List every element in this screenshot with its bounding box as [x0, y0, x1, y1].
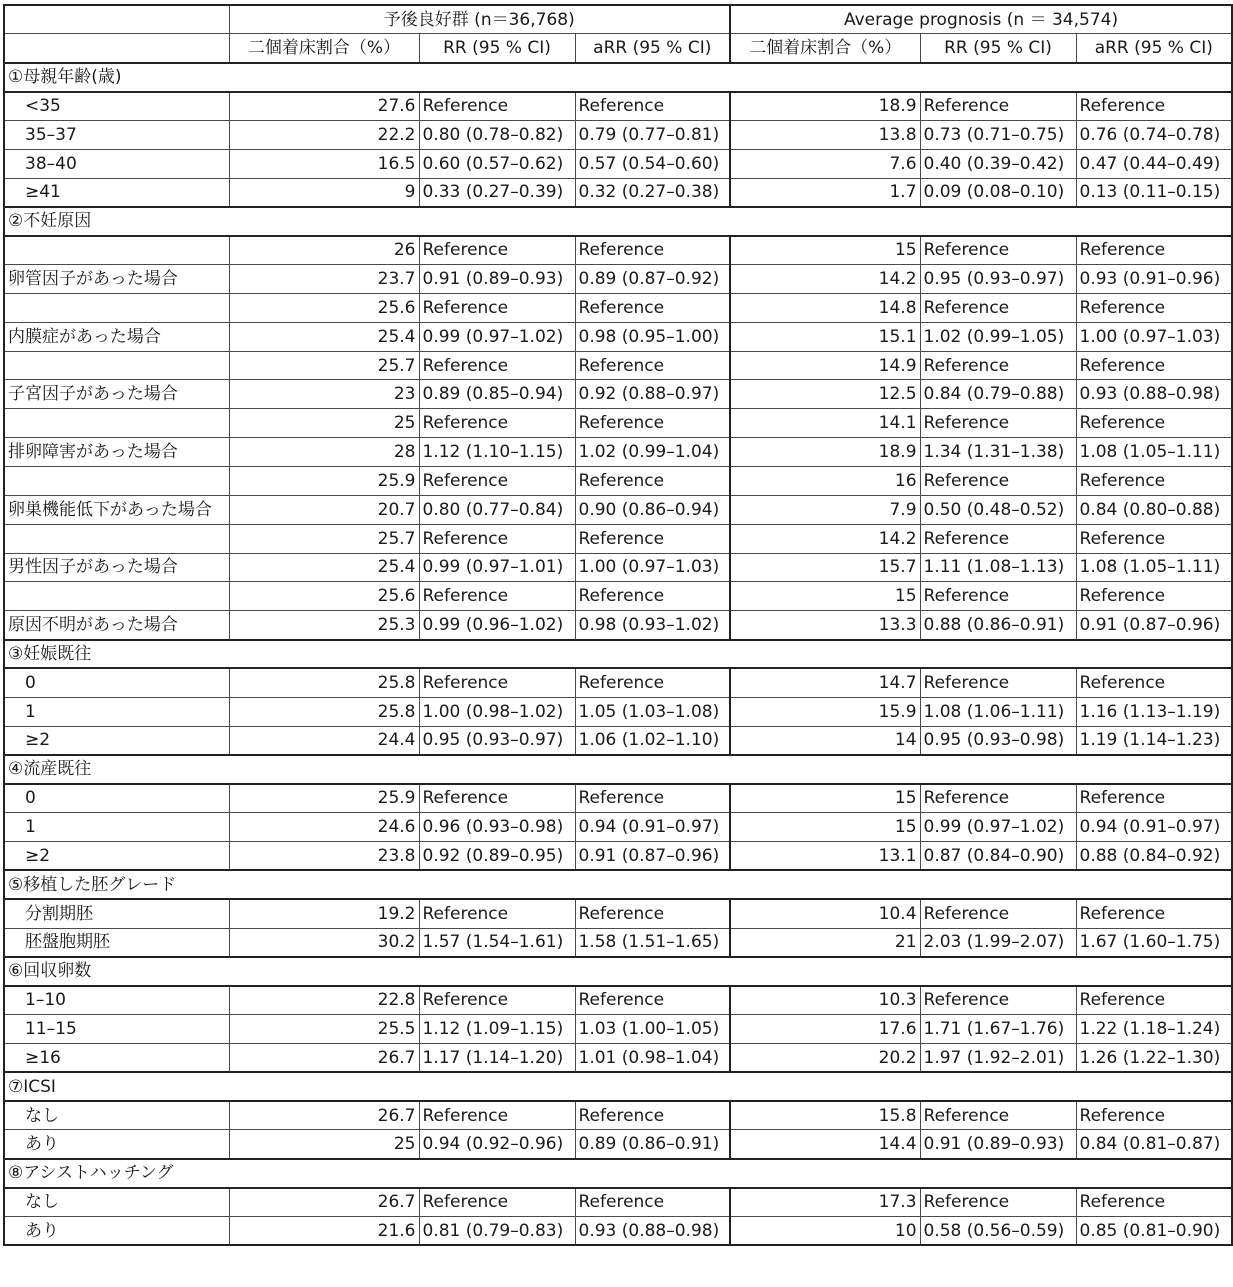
avg-pct-cell: 14.9 [730, 351, 920, 380]
row-label: 1–10 [4, 986, 229, 1015]
avg-rr-cell: Reference [920, 293, 1076, 322]
good-arr-cell: 1.03 (1.00–1.05) [575, 1015, 730, 1044]
good-rr-cell: 0.60 (0.57–0.62) [419, 149, 575, 178]
good-rr-cell: Reference [419, 1188, 575, 1217]
table-row [4, 236, 1232, 265]
good-rr-cell: Reference [419, 524, 575, 553]
avg-rr-cell: Reference [920, 524, 1076, 553]
good-pct-cell: 25.3 [229, 611, 419, 640]
row-label: 0 [4, 668, 229, 697]
avg-pct-cell: 15 [730, 582, 920, 611]
table-row [4, 467, 1232, 496]
avg-rr-cell: Reference [920, 582, 1076, 611]
good-rr-cell: 0.99 (0.96–1.02) [419, 611, 575, 640]
row-label: 内膜症があった場合 [4, 322, 229, 351]
good-rr-cell: Reference [419, 1101, 575, 1130]
avg-rr-cell: Reference [920, 1101, 1076, 1130]
col-header-good-arr: aRR (95 % CI) [575, 34, 730, 63]
avg-arr-cell: 0.91 (0.87–0.96) [1076, 611, 1232, 640]
good-pct-cell: 23.7 [229, 265, 419, 294]
table-row [4, 841, 1232, 870]
results-table [3, 4, 1233, 1246]
table-row [4, 409, 1232, 438]
avg-pct-cell: 10.4 [730, 899, 920, 928]
good-arr-cell: Reference [575, 351, 730, 380]
avg-pct-cell: 12.5 [730, 380, 920, 409]
good-pct-cell: 22.8 [229, 986, 419, 1015]
good-rr-cell: Reference [419, 409, 575, 438]
avg-rr-cell: Reference [920, 899, 1076, 928]
good-rr-cell: 0.81 (0.79–0.83) [419, 1216, 575, 1245]
col-header-avg-rr: RR (95 % CI) [920, 34, 1076, 63]
avg-arr-cell: 0.84 (0.81–0.87) [1076, 1130, 1232, 1159]
row-label [4, 467, 229, 496]
row-label: 排卵障害があった場合 [4, 438, 229, 467]
section-row [4, 207, 1232, 236]
avg-pct-cell: 13.3 [730, 611, 920, 640]
section-title: ⑦ICSI [4, 1072, 1232, 1101]
good-arr-cell: 0.57 (0.54–0.60) [575, 149, 730, 178]
table-row [4, 582, 1232, 611]
row-label: 卵管因子があった場合 [4, 265, 229, 294]
avg-rr-cell: 1.08 (1.06–1.11) [920, 697, 1076, 726]
good-rr-cell: Reference [419, 899, 575, 928]
good-rr-cell: 0.99 (0.97–1.01) [419, 553, 575, 582]
avg-pct-cell: 15.7 [730, 553, 920, 582]
avg-pct-cell: 1.7 [730, 178, 920, 207]
avg-arr-cell: Reference [1076, 582, 1232, 611]
good-pct-cell: 25 [229, 409, 419, 438]
group-good-header: 予後良好群 (n＝36,768) [229, 5, 730, 34]
avg-pct-cell: 17.6 [730, 1015, 920, 1044]
good-pct-cell: 25.6 [229, 582, 419, 611]
good-arr-cell: 0.90 (0.86–0.94) [575, 495, 730, 524]
good-arr-cell: Reference [575, 236, 730, 265]
good-arr-cell: Reference [575, 92, 730, 121]
avg-arr-cell: 1.00 (0.97–1.03) [1076, 322, 1232, 351]
good-arr-cell: 0.89 (0.86–0.91) [575, 1130, 730, 1159]
avg-rr-cell: 1.11 (1.08–1.13) [920, 553, 1076, 582]
good-pct-cell: 25.8 [229, 697, 419, 726]
avg-rr-cell: Reference [920, 784, 1076, 813]
row-label: 原因不明があった場合 [4, 611, 229, 640]
avg-pct-cell: 14.8 [730, 293, 920, 322]
good-pct-cell: 21.6 [229, 1216, 419, 1245]
good-arr-cell: Reference [575, 409, 730, 438]
avg-arr-cell: Reference [1076, 784, 1232, 813]
row-label: 0 [4, 784, 229, 813]
good-arr-cell: 0.89 (0.87–0.92) [575, 265, 730, 294]
avg-pct-cell: 14 [730, 726, 920, 755]
group-header-row [4, 5, 1232, 34]
good-arr-cell: Reference [575, 524, 730, 553]
avg-rr-cell: 0.50 (0.48–0.52) [920, 495, 1076, 524]
table-row [4, 553, 1232, 582]
good-pct-cell: 22.2 [229, 120, 419, 149]
avg-arr-cell: Reference [1076, 351, 1232, 380]
avg-pct-cell: 13.1 [730, 841, 920, 870]
good-rr-cell: Reference [419, 668, 575, 697]
good-rr-cell: 0.96 (0.93–0.98) [419, 813, 575, 842]
good-rr-cell: Reference [419, 236, 575, 265]
good-rr-cell: Reference [419, 467, 575, 496]
good-pct-cell: 25.9 [229, 784, 419, 813]
row-label: 35–37 [4, 120, 229, 149]
section-row [4, 870, 1232, 899]
good-pct-cell: 25 [229, 1130, 419, 1159]
avg-pct-cell: 15 [730, 236, 920, 265]
table-row [4, 351, 1232, 380]
table-row [4, 726, 1232, 755]
avg-arr-cell: Reference [1076, 986, 1232, 1015]
row-label [4, 236, 229, 265]
good-arr-cell: 1.02 (0.99–1.04) [575, 438, 730, 467]
good-arr-cell: 1.06 (1.02–1.10) [575, 726, 730, 755]
avg-rr-cell: 0.58 (0.56–0.59) [920, 1216, 1076, 1245]
good-rr-cell: 1.12 (1.09–1.15) [419, 1015, 575, 1044]
avg-arr-cell: 1.08 (1.05–1.11) [1076, 438, 1232, 467]
avg-arr-cell: Reference [1076, 1101, 1232, 1130]
good-arr-cell: 1.58 (1.51–1.65) [575, 928, 730, 957]
good-pct-cell: 28 [229, 438, 419, 467]
good-pct-cell: 25.6 [229, 293, 419, 322]
row-label [4, 582, 229, 611]
table-row [4, 380, 1232, 409]
avg-pct-cell: 15.1 [730, 322, 920, 351]
row-label: 38–40 [4, 149, 229, 178]
avg-arr-cell: 1.16 (1.13–1.19) [1076, 697, 1232, 726]
section-row [4, 1159, 1232, 1188]
row-label [4, 293, 229, 322]
column-header-row [4, 34, 1232, 63]
good-pct-cell: 26.7 [229, 1043, 419, 1072]
good-arr-cell: 0.79 (0.77–0.81) [575, 120, 730, 149]
good-rr-cell: Reference [419, 784, 575, 813]
good-arr-cell: 0.94 (0.91–0.97) [575, 813, 730, 842]
avg-arr-cell: 0.47 (0.44–0.49) [1076, 149, 1232, 178]
good-arr-cell: Reference [575, 293, 730, 322]
good-arr-cell: 0.98 (0.95–1.00) [575, 322, 730, 351]
table-row [4, 120, 1232, 149]
avg-pct-cell: 16 [730, 467, 920, 496]
good-pct-cell: 25.4 [229, 553, 419, 582]
avg-arr-cell: 0.76 (0.74–0.78) [1076, 120, 1232, 149]
good-pct-cell: 25.4 [229, 322, 419, 351]
table-row [4, 986, 1232, 1015]
avg-rr-cell: 0.95 (0.93–0.97) [920, 265, 1076, 294]
avg-rr-cell: 0.40 (0.39–0.42) [920, 149, 1076, 178]
avg-arr-cell: Reference [1076, 409, 1232, 438]
table-row [4, 1043, 1232, 1072]
row-label: あり [4, 1130, 229, 1159]
good-pct-cell: 20.7 [229, 495, 419, 524]
avg-rr-cell: 0.95 (0.93–0.98) [920, 726, 1076, 755]
avg-arr-cell: 1.19 (1.14–1.23) [1076, 726, 1232, 755]
good-pct-cell: 25.5 [229, 1015, 419, 1044]
good-rr-cell: Reference [419, 351, 575, 380]
group-average-header: Average prognosis (n ＝ 34,574) [730, 5, 1232, 34]
avg-rr-cell: Reference [920, 1188, 1076, 1217]
avg-arr-cell: Reference [1076, 236, 1232, 265]
table-row [4, 322, 1232, 351]
good-arr-cell: 1.01 (0.98–1.04) [575, 1043, 730, 1072]
avg-pct-cell: 13.8 [730, 120, 920, 149]
good-rr-cell: 1.57 (1.54–1.61) [419, 928, 575, 957]
row-label: 胚盤胞期胚 [4, 928, 229, 957]
good-pct-cell: 23 [229, 380, 419, 409]
avg-rr-cell: 0.99 (0.97–1.02) [920, 813, 1076, 842]
table-row [4, 92, 1232, 121]
good-pct-cell: 25.7 [229, 524, 419, 553]
good-rr-cell: 1.17 (1.14–1.20) [419, 1043, 575, 1072]
section-row [4, 640, 1232, 669]
avg-rr-cell: Reference [920, 351, 1076, 380]
avg-pct-cell: 14.1 [730, 409, 920, 438]
good-rr-cell: 0.95 (0.93–0.97) [419, 726, 575, 755]
row-label: ≥41 [4, 178, 229, 207]
row-label: ≥2 [4, 726, 229, 755]
avg-rr-cell: 1.71 (1.67–1.76) [920, 1015, 1076, 1044]
good-arr-cell: 1.05 (1.03–1.08) [575, 697, 730, 726]
avg-arr-cell: Reference [1076, 1188, 1232, 1217]
good-pct-cell: 25.7 [229, 351, 419, 380]
section-title: ⑥回収卵数 [4, 957, 1232, 986]
row-label: 分割期胚 [4, 899, 229, 928]
avg-rr-cell: 0.91 (0.89–0.93) [920, 1130, 1076, 1159]
avg-pct-cell: 14.2 [730, 265, 920, 294]
row-label: 子宮因子があった場合 [4, 380, 229, 409]
avg-pct-cell: 14.4 [730, 1130, 920, 1159]
avg-pct-cell: 18.9 [730, 438, 920, 467]
avg-pct-cell: 21 [730, 928, 920, 957]
good-arr-cell: 0.32 (0.27–0.38) [575, 178, 730, 207]
good-rr-cell: Reference [419, 92, 575, 121]
avg-rr-cell: 0.84 (0.79–0.88) [920, 380, 1076, 409]
section-title: ①母親年齢(歳) [4, 63, 1232, 92]
good-rr-cell: 0.80 (0.77–0.84) [419, 495, 575, 524]
good-pct-cell: 24.4 [229, 726, 419, 755]
avg-arr-cell: 1.26 (1.22–1.30) [1076, 1043, 1232, 1072]
good-pct-cell: 9 [229, 178, 419, 207]
good-arr-cell: Reference [575, 784, 730, 813]
avg-pct-cell: 15.8 [730, 1101, 920, 1130]
row-label [4, 524, 229, 553]
section-title: ②不妊原因 [4, 207, 1232, 236]
good-arr-cell: Reference [575, 668, 730, 697]
row-label: なし [4, 1101, 229, 1130]
table-row [4, 611, 1232, 640]
good-pct-cell: 26 [229, 236, 419, 265]
good-pct-cell: 26.7 [229, 1101, 419, 1130]
good-arr-cell: 1.00 (0.97–1.03) [575, 553, 730, 582]
row-label: 11–15 [4, 1015, 229, 1044]
avg-arr-cell: 1.67 (1.60–1.75) [1076, 928, 1232, 957]
good-rr-cell: 0.80 (0.78–0.82) [419, 120, 575, 149]
good-arr-cell: 0.93 (0.88–0.98) [575, 1216, 730, 1245]
row-label: ≥16 [4, 1043, 229, 1072]
avg-pct-cell: 7.9 [730, 495, 920, 524]
avg-pct-cell: 10 [730, 1216, 920, 1245]
row-label: ≥2 [4, 841, 229, 870]
good-pct-cell: 30.2 [229, 928, 419, 957]
good-arr-cell: Reference [575, 582, 730, 611]
avg-pct-cell: 15.9 [730, 697, 920, 726]
good-rr-cell: 1.00 (0.98–1.02) [419, 697, 575, 726]
avg-rr-cell: Reference [920, 668, 1076, 697]
good-pct-cell: 16.5 [229, 149, 419, 178]
avg-arr-cell: Reference [1076, 293, 1232, 322]
good-arr-cell: 0.98 (0.93–1.02) [575, 611, 730, 640]
avg-rr-cell: 2.03 (1.99–2.07) [920, 928, 1076, 957]
table-row [4, 524, 1232, 553]
good-rr-cell: 0.92 (0.89–0.95) [419, 841, 575, 870]
row-label [4, 409, 229, 438]
table-row [4, 784, 1232, 813]
avg-rr-cell: 1.02 (0.99–1.05) [920, 322, 1076, 351]
header-blank-cell [4, 5, 229, 34]
col-header-avg-pct: 二個着床割合（%） [730, 34, 920, 63]
avg-arr-cell: 0.93 (0.88–0.98) [1076, 380, 1232, 409]
row-label: 1 [4, 813, 229, 842]
good-rr-cell: 0.89 (0.85–0.94) [419, 380, 575, 409]
col-header-avg-arr: aRR (95 % CI) [1076, 34, 1232, 63]
avg-pct-cell: 20.2 [730, 1043, 920, 1072]
avg-arr-cell: Reference [1076, 668, 1232, 697]
table-row [4, 1216, 1232, 1245]
good-rr-cell: 0.94 (0.92–0.96) [419, 1130, 575, 1159]
table-row [4, 1101, 1232, 1130]
avg-pct-cell: 15 [730, 784, 920, 813]
good-pct-cell: 26.7 [229, 1188, 419, 1217]
avg-rr-cell: 1.34 (1.31–1.38) [920, 438, 1076, 467]
row-label: 男性因子があった場合 [4, 553, 229, 582]
avg-arr-cell: 0.88 (0.84–0.92) [1076, 841, 1232, 870]
table-row [4, 697, 1232, 726]
avg-pct-cell: 10.3 [730, 986, 920, 1015]
row-label: <35 [4, 92, 229, 121]
good-arr-cell: Reference [575, 986, 730, 1015]
avg-pct-cell: 14.7 [730, 668, 920, 697]
avg-rr-cell: 0.09 (0.08–0.10) [920, 178, 1076, 207]
good-rr-cell: Reference [419, 582, 575, 611]
good-rr-cell: Reference [419, 293, 575, 322]
table-row [4, 438, 1232, 467]
table-row [4, 293, 1232, 322]
good-rr-cell: 1.12 (1.10–1.15) [419, 438, 575, 467]
avg-rr-cell: 0.73 (0.71–0.75) [920, 120, 1076, 149]
section-title: ③妊娠既往 [4, 640, 1232, 669]
table-row [4, 1130, 1232, 1159]
good-rr-cell: 0.91 (0.89–0.93) [419, 265, 575, 294]
good-pct-cell: 19.2 [229, 899, 419, 928]
avg-rr-cell: Reference [920, 467, 1076, 496]
avg-pct-cell: 14.2 [730, 524, 920, 553]
section-row [4, 1072, 1232, 1101]
section-row [4, 63, 1232, 92]
table-row [4, 1188, 1232, 1217]
table-row [4, 668, 1232, 697]
good-arr-cell: Reference [575, 1188, 730, 1217]
avg-arr-cell: 0.94 (0.91–0.97) [1076, 813, 1232, 842]
avg-arr-cell: 0.85 (0.81–0.90) [1076, 1216, 1232, 1245]
avg-pct-cell: 15 [730, 813, 920, 842]
good-arr-cell: 0.91 (0.87–0.96) [575, 841, 730, 870]
row-label: 1 [4, 697, 229, 726]
avg-rr-cell: 0.87 (0.84–0.90) [920, 841, 1076, 870]
avg-arr-cell: Reference [1076, 467, 1232, 496]
table-row [4, 899, 1232, 928]
good-rr-cell: 0.99 (0.97–1.02) [419, 322, 575, 351]
section-row [4, 755, 1232, 784]
avg-rr-cell: Reference [920, 409, 1076, 438]
col-header-good-pct: 二個着床割合（%） [229, 34, 419, 63]
table-body [4, 5, 1232, 1245]
avg-arr-cell: 1.08 (1.05–1.11) [1076, 553, 1232, 582]
row-label [4, 351, 229, 380]
good-arr-cell: Reference [575, 1101, 730, 1130]
good-pct-cell: 25.8 [229, 668, 419, 697]
avg-rr-cell: Reference [920, 236, 1076, 265]
good-arr-cell: Reference [575, 467, 730, 496]
avg-rr-cell: 0.88 (0.86–0.91) [920, 611, 1076, 640]
row-label: なし [4, 1188, 229, 1217]
good-arr-cell: Reference [575, 899, 730, 928]
good-pct-cell: 23.8 [229, 841, 419, 870]
section-row [4, 957, 1232, 986]
row-label: あり [4, 1216, 229, 1245]
col-header-good-rr: RR (95 % CI) [419, 34, 575, 63]
avg-arr-cell: 0.84 (0.80–0.88) [1076, 495, 1232, 524]
avg-arr-cell: Reference [1076, 92, 1232, 121]
avg-pct-cell: 18.9 [730, 92, 920, 121]
header-blank-cell [4, 34, 229, 63]
avg-rr-cell: Reference [920, 986, 1076, 1015]
table-row [4, 495, 1232, 524]
table-row [4, 813, 1232, 842]
good-rr-cell: Reference [419, 986, 575, 1015]
avg-arr-cell: Reference [1076, 524, 1232, 553]
table-row [4, 928, 1232, 957]
avg-arr-cell: 0.93 (0.91–0.96) [1076, 265, 1232, 294]
good-rr-cell: 0.33 (0.27–0.39) [419, 178, 575, 207]
table-row [4, 1015, 1232, 1044]
table-row [4, 149, 1232, 178]
avg-arr-cell: 1.22 (1.18–1.24) [1076, 1015, 1232, 1044]
section-title: ⑤移植した胚グレード [4, 870, 1232, 899]
good-pct-cell: 24.6 [229, 813, 419, 842]
avg-rr-cell: Reference [920, 92, 1076, 121]
avg-rr-cell: 1.97 (1.92–2.01) [920, 1043, 1076, 1072]
good-arr-cell: 0.92 (0.88–0.97) [575, 380, 730, 409]
table-row [4, 265, 1232, 294]
table-row [4, 178, 1232, 207]
section-title: ④流産既往 [4, 755, 1232, 784]
good-pct-cell: 25.9 [229, 467, 419, 496]
avg-pct-cell: 17.3 [730, 1188, 920, 1217]
section-title: ⑧アシストハッチング [4, 1159, 1232, 1188]
avg-arr-cell: Reference [1076, 899, 1232, 928]
row-label: 卵巣機能低下があった場合 [4, 495, 229, 524]
good-pct-cell: 27.6 [229, 92, 419, 121]
avg-arr-cell: 0.13 (0.11–0.15) [1076, 178, 1232, 207]
avg-pct-cell: 7.6 [730, 149, 920, 178]
